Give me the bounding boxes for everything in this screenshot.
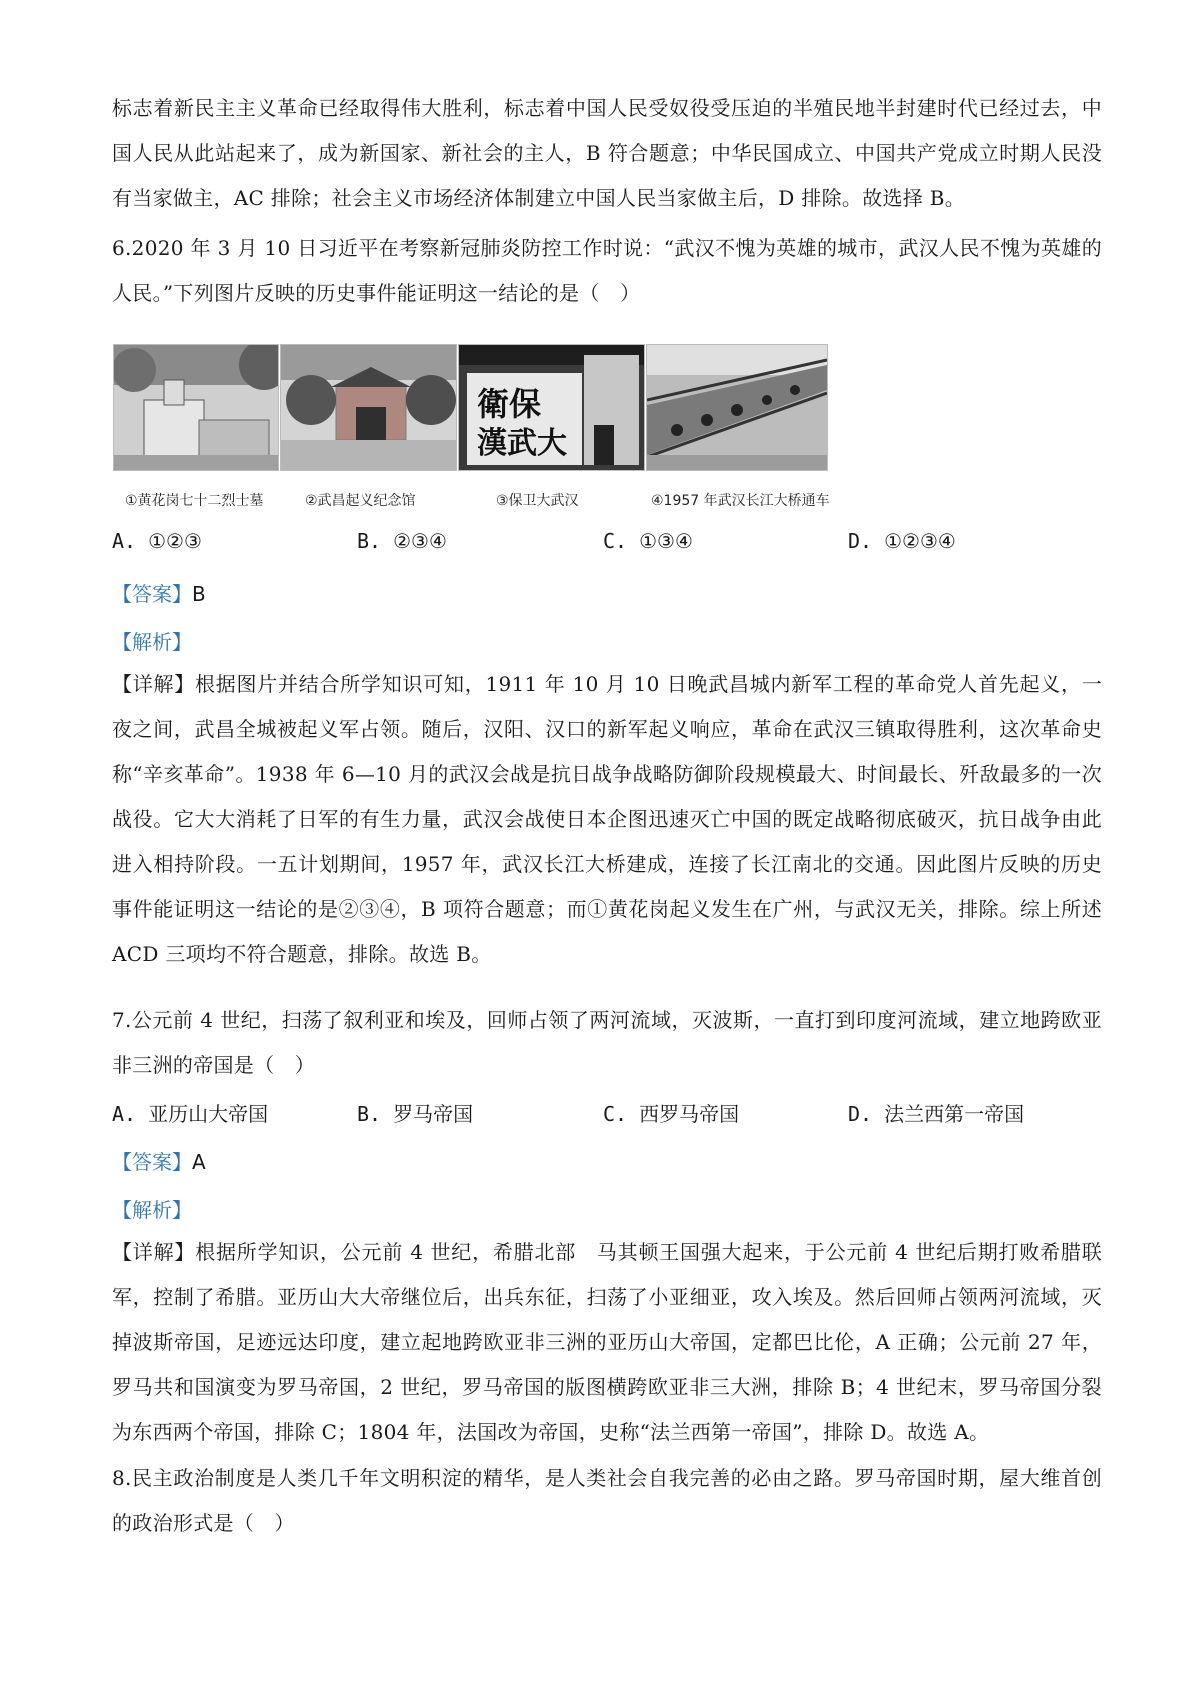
defend-wuhan-poster-photo	[458, 344, 645, 471]
photo-caption-1: ①黄花岗七十二烈士墓	[125, 493, 264, 509]
photo-caption-2: ②武昌起义纪念馆	[305, 493, 416, 509]
q7-answer-line	[112, 1146, 206, 1175]
question-8-stem: 8.民主政治制度是人类几千年文明积淀的精华，是人类社会自我完善的必由之路。罗马帝国时期，屋大维首创的政治形式是（ ）	[112, 1466, 1102, 1535]
q7-option-d: D. 法兰西第一帝国	[848, 1102, 1025, 1126]
intro-paragraph: 标志着新民主主义革命已经取得伟大胜利，标志着中国人民受奴役受压迫的半殖民地半封建时代已经过去，中国人民从此站起来了，成为新国家、新社会的主人，B 符合题意；中华民国成立、中国共产党成立时期人民没有当家做主，AC 排除；社会主义市场经济体制建立中国人民当家做主后，D 排除。故选择 B。	[112, 96, 1102, 210]
q7-detail-paragraph	[112, 1230, 1102, 1455]
q6-answer-line	[112, 578, 206, 607]
q6-option-b: B. ②③④	[357, 529, 447, 553]
answer-value: B	[192, 582, 206, 606]
detail-label: 【详解】	[112, 672, 195, 696]
q6-option-c: C. ①③④	[603, 529, 693, 553]
q7-option-b: B. 罗马帝国	[357, 1102, 474, 1126]
question-6-stem: 6.2020 年 3 月 10 日习近平在考察新冠肺炎防控工作时说：“武汉不愧为英雄的城市，武汉人民不愧为英雄的人民。”下列图片反映的历史事件能证明这一结论的是（ ）	[112, 236, 1102, 305]
q7-option-c: C. 西罗马帝国	[603, 1102, 740, 1126]
poster-text-top: 衛保	[477, 385, 542, 423]
photo-caption-4: ④1957 年武汉长江大桥通车	[651, 493, 830, 509]
q6-analysis-label: 【解析】	[112, 630, 192, 654]
detail-text: 根据图片并结合所学知识可知，1911 年 10 月 10 日晚武昌城内新军工程的革命党人首先起义，一夜之间，武昌全城被起义军占领。随后，汉阳、汉口的新军起义响应，革命在武汉三镇取得胜利，这次革命史称“辛亥革命”。1938 年 6—10 月的武汉会战是抗日战争战略防御阶段规模最大、时间最长、歼敌最多的一次战役。它大大消耗了日军的有生力量，武汉会战使日本企图迅速灭亡中国的既定战略彻底破灭，抗日战争由此进入相持阶段。一五计划期间，1957 年，武汉长江大桥建成，连接了长江南北的交通。因此图片反映的历史事件能证明这一结论的是②③④，B 项符合题意；而①黄花岗起义发生在广州，与武汉无关，排除。综上所述 ACD 三项均不符合题意，排除。故选 B。	[112, 672, 1102, 966]
answer-label: 【答案】	[112, 1150, 192, 1174]
question-7-stem: 7.公元前 4 世纪，扫荡了叙利亚和埃及，回师占领了两河流域，灭波斯，一直打到印度河流域，建立地跨欧亚非三洲的帝国是（ ）	[112, 1008, 1102, 1077]
q6-option-d: D. ①②③④	[848, 529, 956, 553]
q6-option-a: A. ①②③	[112, 529, 202, 553]
answer-value: A	[192, 1150, 206, 1174]
q7-analysis-label: 【解析】	[112, 1198, 192, 1222]
detail-text: 根据所学知识，公元前 4 世纪，希腊北部 马其顿王国强大起来，于公元前 4 世纪后期打败希腊联军，控制了希腊。亚历山大大帝继位后，出兵东征，扫荡了小亚细亚，攻入埃及。然后回师占领两河流域，灭掉波斯帝国，足迹远达印度，建立起地跨欧亚非三洲的亚历山大帝国，定都巴比伦，A 正确；公元前 27 年，罗马共和国演变为罗马帝国，2 世纪，罗马帝国的版图横跨欧亚非三大洲，排除 B；4 世纪末，罗马帝国分裂为东西两个帝国，排除 C；1804 年，法国改为帝国，史称“法兰西第一帝国”，排除 D。故选 A。	[112, 1240, 1102, 1444]
memorial-hall-photo	[280, 344, 457, 471]
answer-label: 【答案】	[112, 582, 192, 606]
detail-label: 【详解】	[112, 1240, 196, 1264]
q6-detail-paragraph	[112, 662, 1102, 977]
mausoleum-photo	[113, 344, 279, 471]
question-6-image-strip	[113, 344, 913, 514]
poster-text-bottom: 漢武大	[477, 426, 567, 461]
q7-option-a: A. 亚历山大帝国	[112, 1102, 269, 1126]
bridge-traffic-photo	[646, 344, 828, 471]
photo-caption-3: ③保卫大武汉	[496, 493, 579, 509]
